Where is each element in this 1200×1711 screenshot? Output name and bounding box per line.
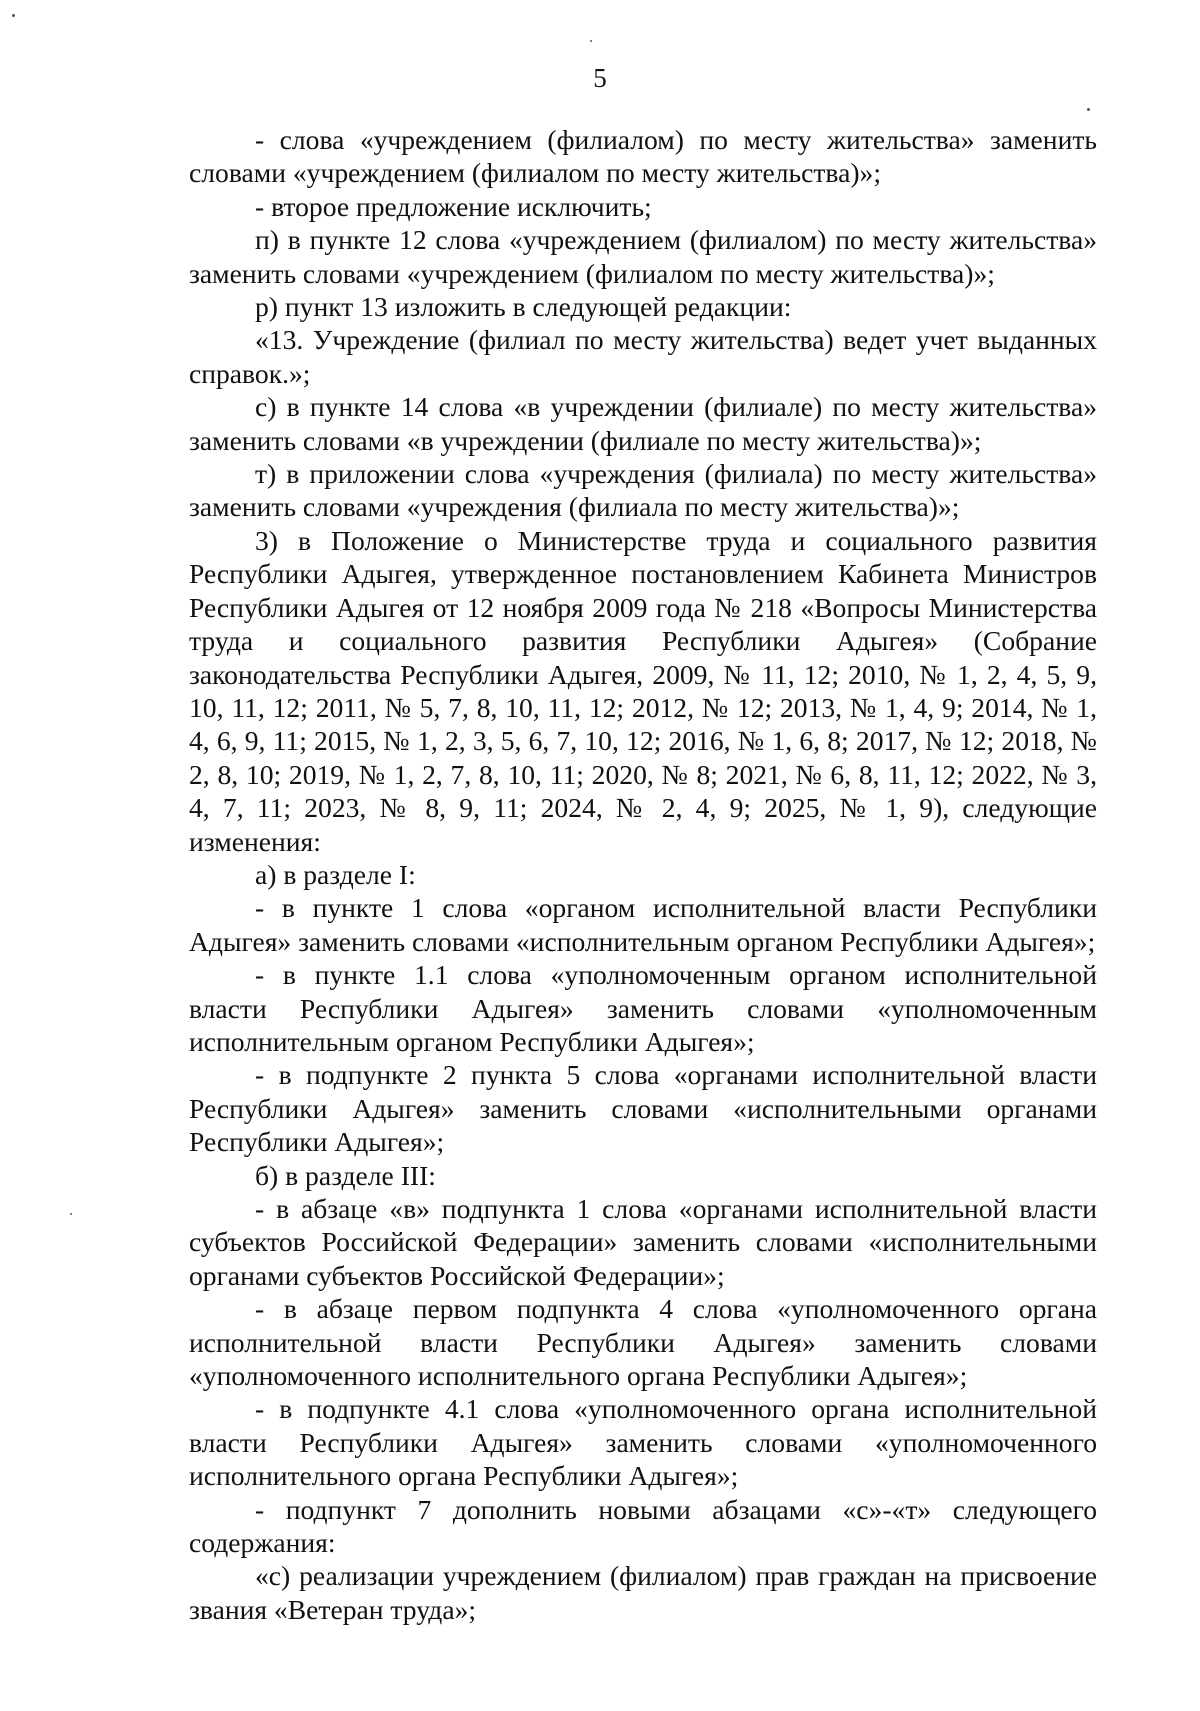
scan-speck bbox=[1087, 108, 1090, 111]
document-body bbox=[189, 123, 1097, 1626]
paragraph: б) в разделе III: bbox=[255, 1159, 436, 1191]
paragraph: - в подпункте 2 пункта 5 слова «органами исполнительной власти Республики Адыгея» заменить словами «исполнительными органами Республики Адыгея»; bbox=[189, 1059, 1097, 1158]
paragraph: - в абзаце первом подпункта 4 слова «уполномоченного органа исполнительной власти Республики Адыгея» заменить словами «уполномоченного исполнительного органа Республики Адыгея»; bbox=[189, 1293, 1097, 1392]
paragraph: - в подпункте 4.1 слова «уполномоченного органа исполнительной власти Республики Адыгея» заменить словами «уполномоченного исполнительного органа Республики Адыгея»; bbox=[189, 1393, 1097, 1492]
paragraph: - слова «учреждением (филиалом) по месту жительства» заменить словами «учреждением (филиалом по месту жительства)»; bbox=[189, 124, 1097, 189]
paragraph: - в абзаце «в» подпункта 1 слова «органами исполнительной власти субъектов Российской Федерации» заменить словами «исполнительными органами субъектов Российской Федерации»; bbox=[189, 1193, 1097, 1291]
paragraph: т) в приложении слова «учреждения (филиала) по месту жительства» заменить словами «учреждения (филиала по месту жительства)»; bbox=[189, 458, 1097, 523]
paragraph: а) в разделе I: bbox=[255, 858, 416, 890]
paragraph: 3) в Положение о Министерстве труда и социального развития Республики Адыгея, утвержденное постановлением Кабинета Министров Республики Адыгея от 12 ноября 2009 года № 218 «Вопросы Министерства труда и социального развития Республики Адыгея» (Собрание законодательства Республики Адыгея, 2009, № 11, 12; 2010, № 1, 2, 4, 5, 9, 10, 11, 12; 2011, № 5, 7, 8, 10, 11, 12; 2012, № 12; 2013, № 1, 4, 9; 2014, № 1, 4, 6, 9, 11; 2015, № 1, 2, 3, 5, 6, 7, 10, 12; 2016, № 1, 6, 8; 2017, № 12; 2018, № 2, 8, 10; 2019, № 1, 2, 7, 8, 10, 11; 2020, № 8; 2021, № 6, 8, 11, 12; 2022, № 3, 4, 7, 11; 2023, № 8, 9, 11; 2024, № 2, 4, 9; 2025, № 1, 9), следующие изменения: bbox=[189, 524, 1097, 857]
paragraph: «с) реализации учреждением (филиалом) прав граждан на присвоение звания «Ветеран труда»; bbox=[189, 1560, 1097, 1625]
paragraph: - подпункт 7 дополнить новыми абзацами «с»-«т» следующего содержания: bbox=[189, 1493, 1097, 1559]
paragraph: п) в пункте 12 слова «учреждением (филиалом) по месту жительства» заменить словами «учреждением (филиалом по месту жительства)»; bbox=[189, 224, 1097, 289]
scan-speck bbox=[590, 40, 592, 42]
paragraph: - второе предложение исключить; bbox=[255, 190, 652, 222]
paragraph: с) в пункте 14 слова «в учреждении (филиале) по месту жительства» заменить словами «в учреждении (филиале по месту жительства)»; bbox=[189, 391, 1097, 456]
paragraph: - в пункте 1.1 слова «уполномоченным органом исполнительной власти Республики Адыгея» заменить словами «уполномоченным исполнительным органом Республики Адыгея»; bbox=[189, 959, 1097, 1057]
paragraph: «13. Учреждение (филиал по месту жительства) ведет учет выданных справок.»; bbox=[189, 324, 1097, 389]
paragraph: р) пункт 13 изложить в следующей редакции: bbox=[255, 291, 792, 323]
page-number: 5 bbox=[593, 63, 607, 93]
scan-speck bbox=[12, 14, 15, 17]
paragraph: - в пункте 1 слова «органом исполнительной власти Республики Адыгея» заменить словами «исполнительным органом Республики Адыгея»; bbox=[189, 892, 1097, 957]
scan-speck bbox=[70, 1213, 72, 1215]
